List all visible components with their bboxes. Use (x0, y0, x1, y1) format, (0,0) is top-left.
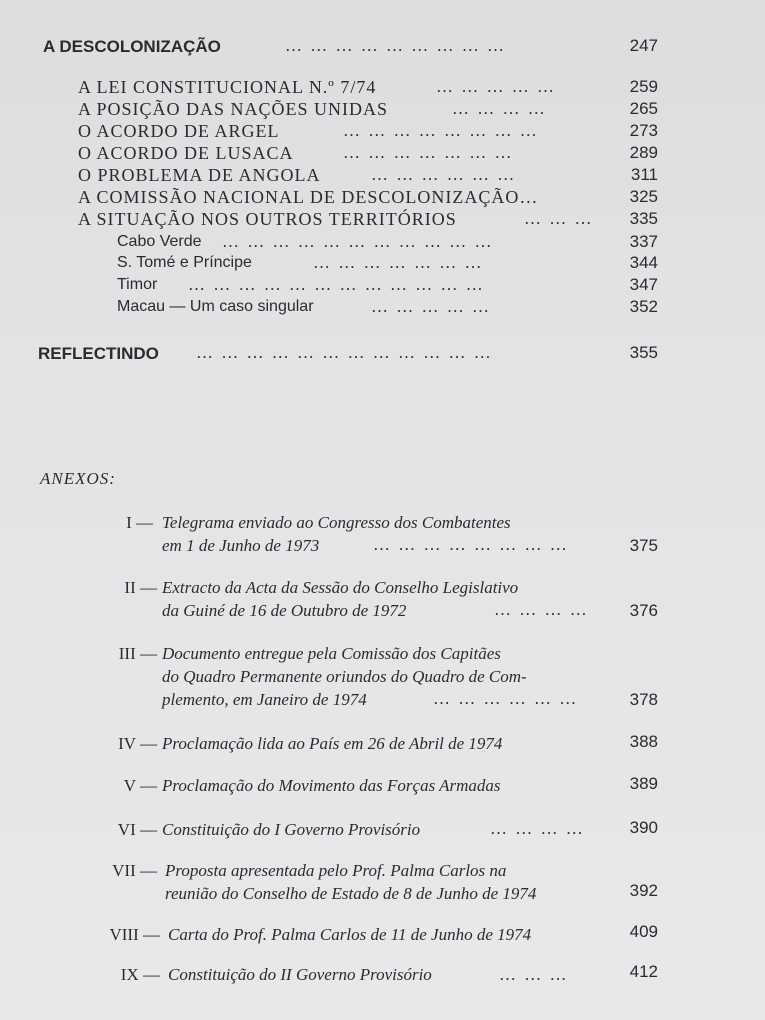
annex-title-cont: reunião do Conselho de Estado de 8 de Junho de 1974 (165, 884, 537, 903)
page-number: 311 (630, 165, 658, 184)
annex-title-cont: da Guiné de 16 de Outubro de 1972 (162, 601, 407, 620)
annex-number: IX — (120, 965, 160, 984)
annex-title-cont: do Quadro Permanente oriundos do Quadro de Com- (162, 667, 527, 686)
page-number: 259 (629, 77, 658, 96)
toc-entry: O ACORDO DE ARGEL (78, 121, 280, 141)
dot-leader: … … … … … … … (313, 253, 484, 272)
toc-subentry: Cabo Verde (117, 233, 202, 250)
toc-subentry: S. Tomé e Príncipe (117, 254, 252, 271)
annex-title: Constituição do I Governo Provisório (162, 820, 421, 839)
annex-number: IV — (118, 734, 157, 753)
annex-title: Telegrama enviado ao Congresso dos Combatentes (162, 513, 511, 532)
toc-entry: A POSIÇÃO DAS NAÇÕES UNIDAS (78, 99, 389, 119)
toc-subentry: Macau — Um caso singular (117, 298, 314, 315)
page-number: 247 (629, 36, 658, 55)
page-number: 409 (629, 922, 658, 941)
page-number: 375 (629, 536, 658, 555)
page-number: 352 (629, 297, 658, 316)
page-number: 376 (629, 601, 658, 620)
dot-leader: … … … … (494, 600, 589, 619)
page-number: 325 (629, 187, 658, 206)
toc-subentry: Timor (117, 276, 158, 293)
annex-number: I — (126, 513, 153, 532)
toc-entry: A LEI CONSTITUCIONAL N.º 7/74 (78, 77, 377, 97)
page-number: 347 (629, 275, 658, 294)
dot-leader: … … … … … … … … … … … (222, 232, 494, 251)
page-number: 337 (629, 232, 658, 251)
dot-leader: … … … … … … (433, 689, 579, 708)
annex-number: V — (123, 776, 157, 795)
dot-leader: … … … … (490, 819, 585, 838)
annex-number: VII — (112, 861, 157, 880)
annex-title: Extracto da Acta da Sessão do Conselho Legislativo (162, 578, 519, 597)
section-title-reflectindo: REFLECTINDO (38, 344, 159, 363)
annex-title-cont: plemento, em Janeiro de 1974 (162, 690, 367, 709)
page-number: 392 (629, 881, 658, 900)
dot-leader: … … … (524, 209, 594, 228)
annex-title: Documento entregue pela Comissão dos Capitães (162, 644, 501, 663)
annex-number: III — (118, 644, 157, 663)
page-number: 273 (629, 121, 658, 140)
dot-leader: … … … … … … … … … … … … (188, 275, 485, 294)
annex-title: Carta do Prof. Palma Carlos de 11 de Junho de 1974 (168, 925, 532, 944)
section-title-descolonizacao: A DESCOLONIZAÇÃO (43, 37, 221, 56)
dot-leader: … … … … … … … … (373, 535, 569, 554)
page-number: 344 (629, 253, 658, 272)
page-number: 390 (629, 818, 658, 837)
dot-leader: … … … … … (436, 77, 556, 96)
page-number: 355 (629, 343, 658, 362)
toc-entry: A COMISSÃO NACIONAL DE DESCOLONIZAÇÃO… (78, 187, 539, 207)
annex-title: Constituição do II Governo Provisório (168, 965, 432, 984)
page-number: 378 (629, 690, 658, 709)
annex-number: VIII — (109, 925, 160, 944)
dot-leader: … … … … … … … … (343, 121, 539, 140)
annex-title: Proclamação do Movimento das Forças Armadas (162, 776, 501, 795)
annexes-heading: ANEXOS: (40, 469, 116, 488)
page-number: 265 (629, 99, 658, 118)
dot-leader: … … … … … … … … … (285, 36, 506, 55)
dot-leader: … … … … … … … … … … … … (196, 343, 493, 362)
page-number: 388 (629, 732, 658, 751)
dot-leader: … … … … … (371, 297, 491, 316)
page-number: 389 (629, 774, 658, 793)
dot-leader: … … … … … … … (343, 143, 514, 162)
dot-leader: … … … … … … (371, 165, 517, 184)
page-number: 289 (629, 143, 658, 162)
annex-number: II — (124, 578, 157, 597)
annex-title: Proclamação lida ao País em 26 de Abril de 1974 (162, 734, 503, 753)
page-number: 335 (629, 209, 658, 228)
toc-entry: O ACORDO DE LUSACA (78, 143, 294, 163)
annex-title-cont: em 1 de Junho de 1973 (162, 536, 320, 555)
toc-entry: A SITUAÇÃO NOS OUTROS TERRITÓRIOS (78, 209, 457, 229)
dot-leader: … … … … (452, 99, 547, 118)
toc-entry: O PROBLEMA DE ANGOLA (78, 165, 321, 185)
annex-number: VI — (117, 820, 157, 839)
page-number: 412 (629, 962, 658, 981)
annex-title: Proposta apresentada pelo Prof. Palma Carlos na (165, 861, 507, 880)
dot-leader: … … … (499, 965, 569, 984)
